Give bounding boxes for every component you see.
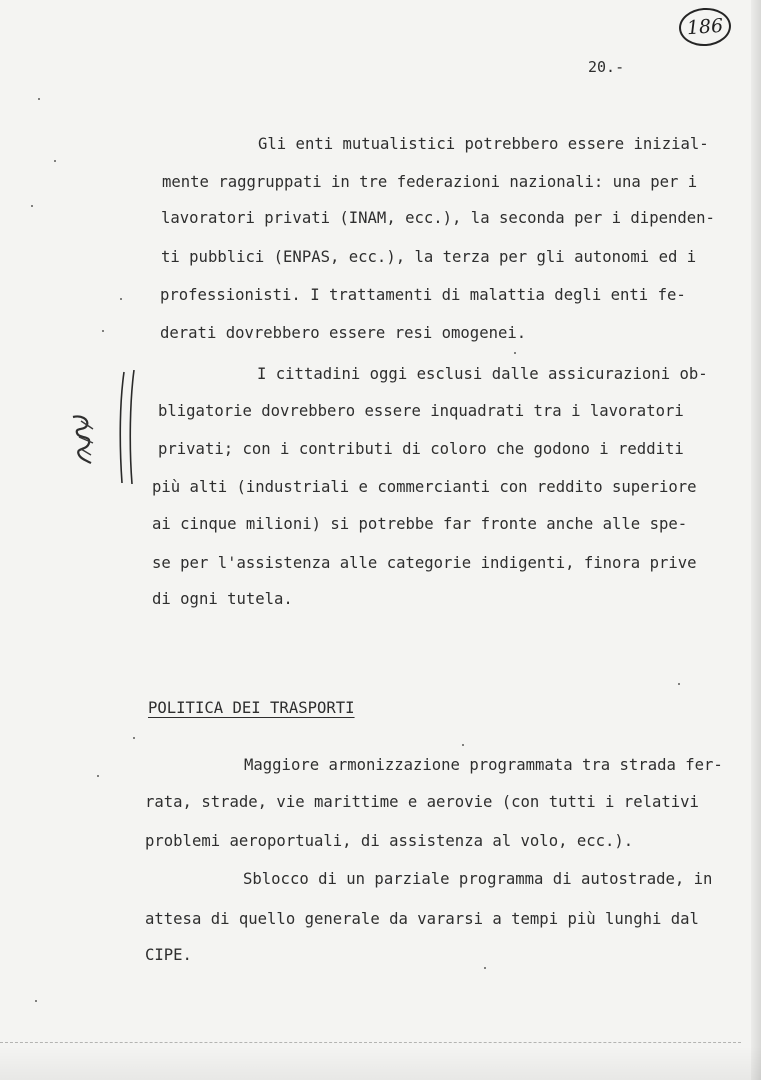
scan-speck — [38, 98, 40, 100]
text-line: rata, strade, vie marittime e aerovie (con tutti i relativi — [145, 793, 699, 811]
scan-speck — [462, 744, 464, 746]
text-line: più alti (industriali e commercianti con reddito superiore — [152, 478, 697, 496]
text-line: ai cinque milioni) si potrebbe far fronte anche alle spe- — [152, 515, 688, 533]
scan-edge-line — [0, 1042, 741, 1043]
scan-speck — [102, 330, 104, 332]
margin-bracket-mark — [116, 370, 142, 485]
scan-speck — [120, 298, 122, 300]
text-line: professionisti. I trattamenti di malattia degli enti fe- — [160, 286, 686, 304]
scan-speck — [97, 775, 99, 777]
text-line: lavoratori privati (INAM, ecc.), la seconda per i dipenden- — [161, 209, 715, 227]
margin-scribble-mark — [67, 413, 101, 465]
text-line: mente raggruppati in tre federazioni nazionali: una per i — [162, 173, 698, 191]
text-line: di ogni tutela. — [152, 590, 293, 608]
text-line: Sblocco di un parziale programma di autostrade, in — [243, 870, 713, 888]
text-line: privati; con i contributi di coloro che godono i redditi — [158, 440, 684, 458]
text-line: problemi aeroportuali, di assistenza al volo, ecc.). — [145, 832, 634, 850]
text-line: Maggiore armonizzazione programmata tra strada fer- — [244, 756, 723, 774]
scan-speck — [54, 160, 56, 162]
scan-right-edge — [751, 0, 761, 1080]
text-line: se per l'assistenza alle categorie indigenti, finora prive — [152, 554, 697, 572]
text-line: CIPE. — [145, 946, 192, 964]
text-line: I cittadini oggi esclusi dalle assicurazioni ob- — [257, 365, 708, 383]
scan-speck — [484, 967, 486, 969]
scan-speck — [31, 205, 33, 207]
scan-speck — [35, 1000, 37, 1002]
text-line: attesa di quello generale da vararsi a tempi più lunghi dal — [145, 910, 699, 928]
text-line: Gli enti mutualistici potrebbero essere inizial- — [258, 135, 709, 153]
text-line: ti pubblici (ENPAS, ecc.), la terza per gli autonomi ed i — [161, 248, 697, 266]
scan-speck — [133, 737, 135, 739]
scan-speck — [678, 683, 680, 685]
archive-stamp — [678, 6, 733, 48]
stamp-number: 186 — [686, 14, 724, 40]
scan-speck — [514, 352, 516, 354]
page-number: 20.- — [588, 58, 625, 76]
section-heading: POLITICA DEI TRASPORTI — [148, 699, 355, 717]
text-line: derati dovrebbero essere resi omogenei. — [160, 324, 527, 342]
scan-bottom-shadow — [0, 1046, 761, 1080]
text-line: bligatorie dovrebbero essere inquadrati tra i lavoratori — [158, 402, 684, 420]
